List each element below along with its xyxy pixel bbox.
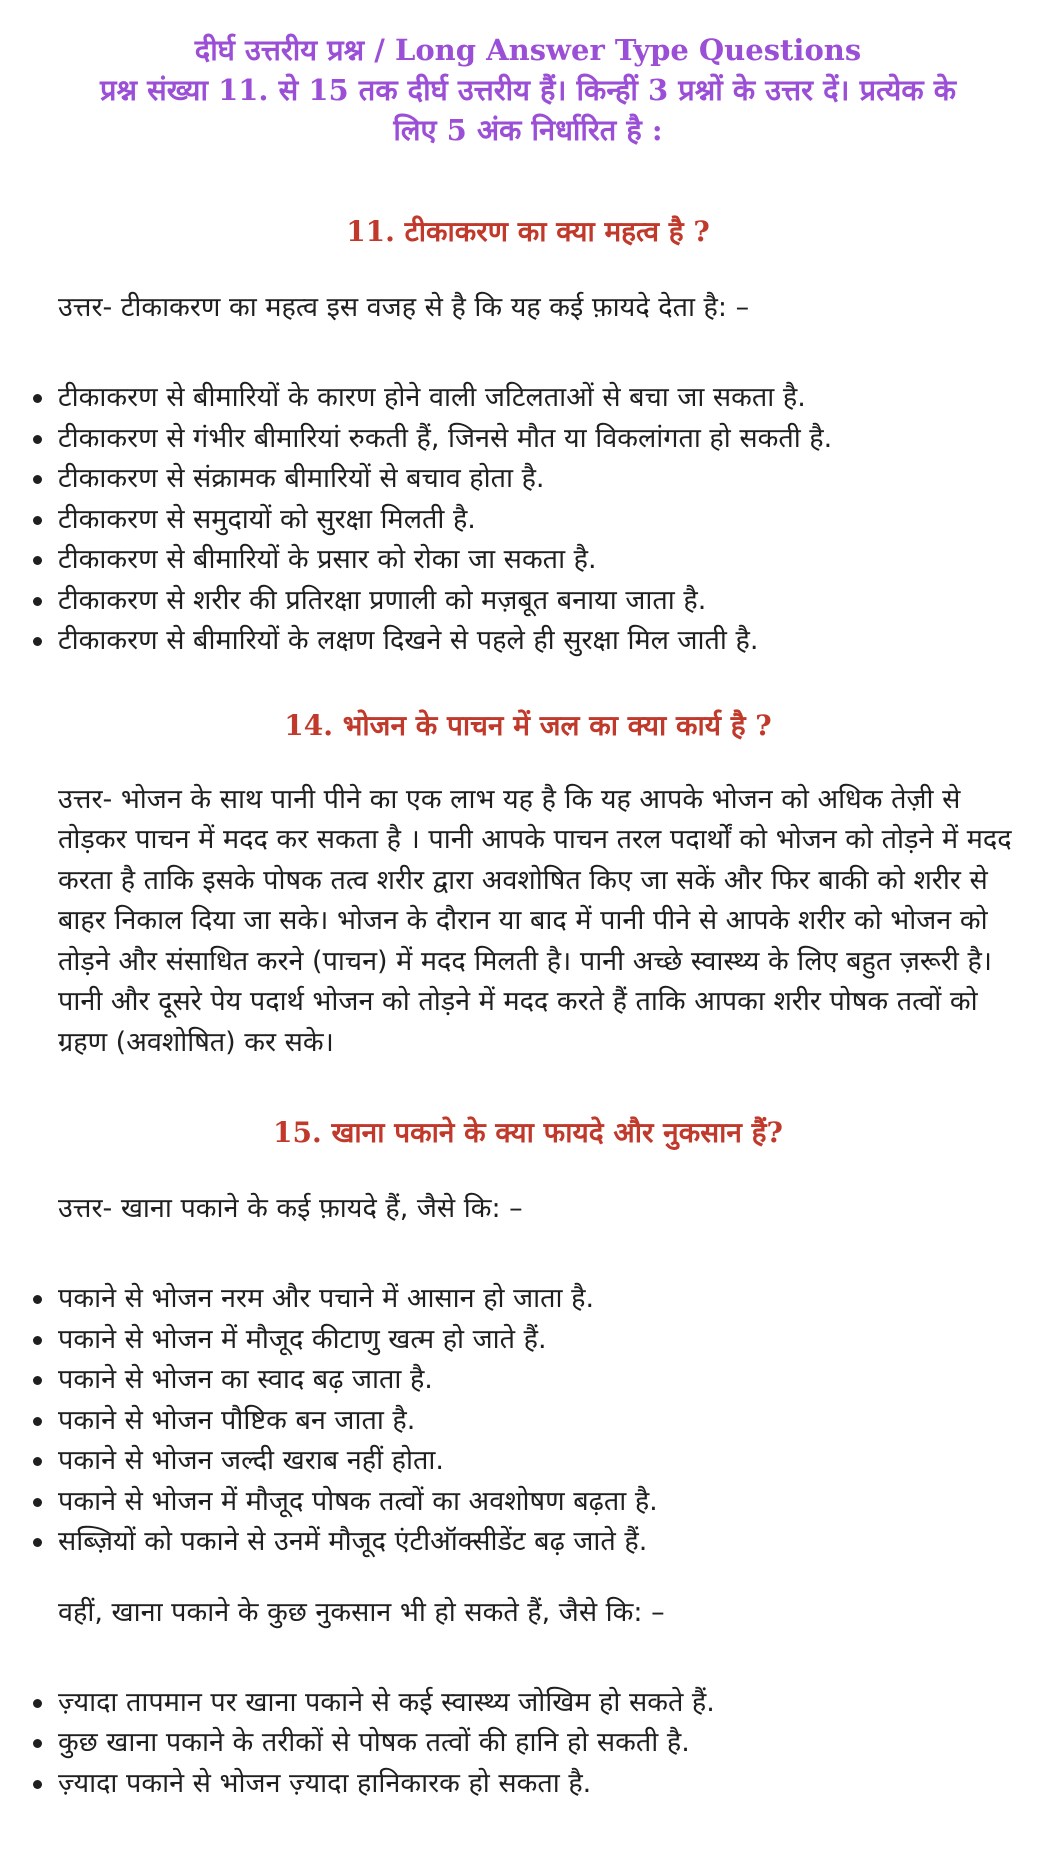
bullet-icon xyxy=(33,1699,42,1708)
bullet-icon xyxy=(33,1538,42,1547)
bullet-icon xyxy=(33,637,42,646)
question-11-answer-intro: उत्तर- टीकाकरण का महत्व इस वजह से है कि यह कई फ़ायदे देता है: – xyxy=(58,292,750,323)
list-item: पकाने से भोजन नरम और पचाने में आसान हो जाता है. xyxy=(30,1279,1026,1320)
list-item: टीकाकरण से समुदायों को सुरक्षा मिलती है. xyxy=(30,500,1026,541)
list-item: ज़्यादा तापमान पर खाना पकाने से कई स्वास्थ्य जोखिम हो सकते हैं. xyxy=(30,1683,1026,1724)
bullet-icon xyxy=(33,435,42,444)
list-item: पकाने से भोजन का स्वाद बढ़ जाता है. xyxy=(30,1360,1026,1401)
list-item: कुछ खाना पकाने के तरीकों से पोषक तत्वों की हानि हो सकती है. xyxy=(30,1723,1026,1764)
list-item: पकाने से भोजन पौष्टिक बन जाता है. xyxy=(30,1401,1026,1442)
question-14-title: 14. भोजन के पाचन में जल का क्या कार्य है ? xyxy=(284,708,772,742)
question-15-disadvantages xyxy=(30,1683,1026,1805)
list-item: टीकाकरण से बीमारियों के प्रसार को रोका जा सकता है. xyxy=(30,540,1026,581)
bullet-icon xyxy=(33,1498,42,1507)
header-instruction-line-1: प्रश्न संख्या 11. से 15 तक दीर्घ उत्तरीय हैं। किन्हीं 3 प्रश्नों के उत्तर दें। प्रत्येक के xyxy=(99,73,956,107)
list-item: टीकाकरण से बीमारियों के लक्षण दिखने से पहले ही सुरक्षा मिल जाती है. xyxy=(30,621,1026,662)
bullet-icon xyxy=(33,1417,42,1426)
list-item: पकाने से भोजन में मौजूद पोषक तत्वों का अवशोषण बढ़ता है. xyxy=(30,1482,1026,1523)
question-11-points xyxy=(30,378,1026,662)
header-title: दीर्घ उत्तरीय प्रश्न / Long Answer Type Questions xyxy=(194,33,862,67)
list-item: सब्ज़ियों को पकाने से उनमें मौजूद एंटीऑक्सीडेंट बढ़ जाते हैं. xyxy=(30,1522,1026,1563)
bullet-icon xyxy=(33,1336,42,1345)
bullet-icon xyxy=(33,1457,42,1466)
bullet-icon xyxy=(33,516,42,525)
list-item: पकाने से भोजन में मौजूद कीटाणु खत्म हो जाते हैं. xyxy=(30,1320,1026,1361)
bullet-icon xyxy=(33,1739,42,1748)
section-header xyxy=(30,30,1026,150)
bullet-icon xyxy=(33,475,42,484)
question-15-answer-intro: उत्तर- खाना पकाने के कई फ़ायदे हैं, जैसे कि: – xyxy=(58,1193,523,1224)
bullet-icon xyxy=(33,1780,42,1789)
question-15-title: 15. खाना पकाने के क्या फायदे और नुकसान हैं? xyxy=(273,1116,783,1149)
bullet-icon xyxy=(33,597,42,606)
question-11-title: 11. टीकाकरण का क्या महत्व है ? xyxy=(346,215,710,248)
bullet-icon xyxy=(33,556,42,565)
list-item: टीकाकरण से संक्रामक बीमारियों से बचाव होता है. xyxy=(30,459,1026,500)
list-item: पकाने से भोजन जल्दी खराब नहीं होता. xyxy=(30,1441,1026,1482)
header-instruction-line-2: लिए 5 अंक निर्धारित है : xyxy=(393,113,663,147)
question-15-disadvantages-intro: वहीं, खाना पकाने के कुछ नुकसान भी हो सकते हैं, जैसे कि: – xyxy=(58,1596,665,1628)
bullet-icon xyxy=(33,394,42,403)
list-item: टीकाकरण से गंभीर बीमारियां रुकती हैं, जिनसे मौत या विकलांगता हो सकती है. xyxy=(30,419,1026,460)
list-item: टीकाकरण से शरीर की प्रतिरक्षा प्रणाली को मज़बूत बनाया जाता है. xyxy=(30,581,1026,622)
list-item: ज़्यादा पकाने से भोजन ज़्यादा हानिकारक हो सकता है. xyxy=(30,1764,1026,1805)
bullet-icon xyxy=(33,1376,42,1385)
bullet-icon xyxy=(33,1295,42,1304)
question-15-advantages xyxy=(30,1279,1026,1563)
question-14-answer: उत्तर- भोजन के साथ पानी पीने का एक लाभ यह है कि यह आपके भोजन को अधिक तेज़ी से तोड़कर पाचन में मदद कर सकता है । पानी आपके पाचन तरल पदार्थों को भोजन को तोड़ने में मदद करता है ताकि इसके पोषक तत्व शरीर द्वारा अवशोषित किए जा सकें और फिर बाकी को शरीर से बाहर निकाल दिया जा सके। भोजन के दौरान या बाद में पानी पीने से आपके शरीर को भोजन को तोड़ने और संसाधित करने (पाचन) में मदद मिलती है। पानी अच्छे स्वास्थ्य के लिए बहुत ज़रूरी है। पानी और दूसरे पेय पदार्थ भोजन को तोड़ने में मदद करते हैं ताकि आपका शरीर पोषक तत्वों को ग्रहण (अवशोषित) कर सके। xyxy=(58,783,1012,1058)
list-item: टीकाकरण से बीमारियों के कारण होने वाली जटिलताओं से बचा जा सकता है. xyxy=(30,378,1026,419)
